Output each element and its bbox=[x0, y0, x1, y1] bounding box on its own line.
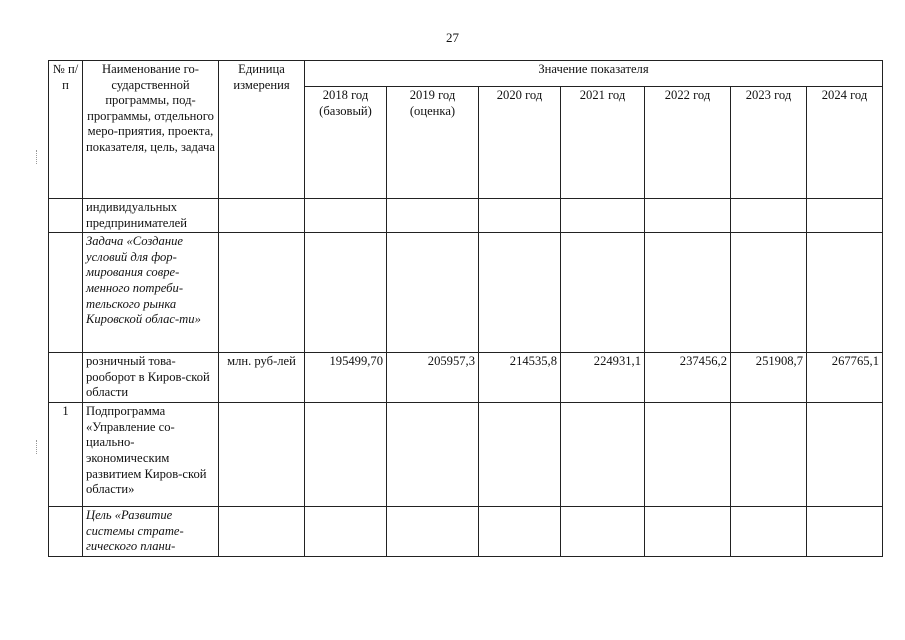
row-number: 1 bbox=[49, 403, 83, 507]
row-value bbox=[645, 199, 731, 233]
row-value bbox=[807, 199, 883, 233]
row-value bbox=[807, 233, 883, 353]
header-year-2020: 2020 год bbox=[479, 87, 561, 199]
header-year-2023: 2023 год bbox=[731, 87, 807, 199]
row-value bbox=[645, 507, 731, 557]
header-value-group: Значение показателя bbox=[305, 61, 883, 87]
row-value bbox=[731, 233, 807, 353]
table-row bbox=[49, 403, 883, 507]
row-value bbox=[807, 507, 883, 557]
row-value bbox=[387, 403, 479, 507]
row-name: Задача «Создание условий для фор-мирования совре-менного потреби-тельского рынка Кировской облас-ти» bbox=[83, 233, 219, 353]
row-value bbox=[387, 507, 479, 557]
row-value: 237456,2 bbox=[645, 353, 731, 403]
row-value bbox=[479, 507, 561, 557]
row-value bbox=[387, 199, 479, 233]
row-value: 214535,8 bbox=[479, 353, 561, 403]
header-name: Наименование го-сударственной программы, под-программы, отдельного меро-приятия, проекта, показателя, цель, задача bbox=[83, 61, 219, 199]
table-row bbox=[49, 199, 883, 233]
row-value bbox=[561, 507, 645, 557]
row-value: 267765,1 bbox=[807, 353, 883, 403]
page-number: 27 bbox=[446, 30, 459, 45]
row-unit bbox=[219, 507, 305, 557]
row-unit: млн. руб-лей bbox=[219, 353, 305, 403]
header-year-2022: 2022 год bbox=[645, 87, 731, 199]
table-row bbox=[49, 353, 883, 403]
row-name: розничный това-рооборот в Киров-ской области bbox=[83, 353, 219, 403]
table-row bbox=[49, 507, 883, 557]
scan-mark bbox=[36, 440, 40, 454]
row-name: Цель «Развитие системы страте-гического плани- bbox=[83, 507, 219, 557]
indicators-table bbox=[48, 60, 883, 557]
row-name: индивидуальных предпринимателей bbox=[83, 199, 219, 233]
row-value bbox=[561, 403, 645, 507]
row-unit bbox=[219, 199, 305, 233]
header-year-2019: 2019 год (оценка) bbox=[387, 87, 479, 199]
header-year-2018: 2018 год (базовый) bbox=[305, 87, 387, 199]
row-number bbox=[49, 199, 83, 233]
row-value bbox=[561, 233, 645, 353]
row-value bbox=[731, 403, 807, 507]
row-value bbox=[731, 199, 807, 233]
header-number: № п/п bbox=[49, 61, 83, 199]
header-year-2021: 2021 год bbox=[561, 87, 645, 199]
header-unit: Единица измерения bbox=[219, 61, 305, 199]
row-number bbox=[49, 507, 83, 557]
row-value bbox=[479, 233, 561, 353]
row-value bbox=[561, 199, 645, 233]
row-name: Подпрограмма «Управление со-циально-экономическим развитием Киров-ской области» bbox=[83, 403, 219, 507]
row-unit bbox=[219, 403, 305, 507]
row-value: 205957,3 bbox=[387, 353, 479, 403]
row-value bbox=[305, 199, 387, 233]
row-value: 224931,1 bbox=[561, 353, 645, 403]
row-value bbox=[479, 199, 561, 233]
row-value bbox=[645, 233, 731, 353]
row-number bbox=[49, 353, 83, 403]
row-value: 195499,70 bbox=[305, 353, 387, 403]
row-value bbox=[305, 403, 387, 507]
table-row bbox=[49, 233, 883, 353]
scan-mark bbox=[36, 150, 40, 164]
row-unit bbox=[219, 233, 305, 353]
row-value bbox=[645, 403, 731, 507]
row-value bbox=[387, 233, 479, 353]
row-value bbox=[305, 507, 387, 557]
header-year-2024: 2024 год bbox=[807, 87, 883, 199]
row-number bbox=[49, 233, 83, 353]
row-value bbox=[731, 507, 807, 557]
row-value bbox=[305, 233, 387, 353]
row-value: 251908,7 bbox=[731, 353, 807, 403]
row-value bbox=[479, 403, 561, 507]
row-value bbox=[807, 403, 883, 507]
